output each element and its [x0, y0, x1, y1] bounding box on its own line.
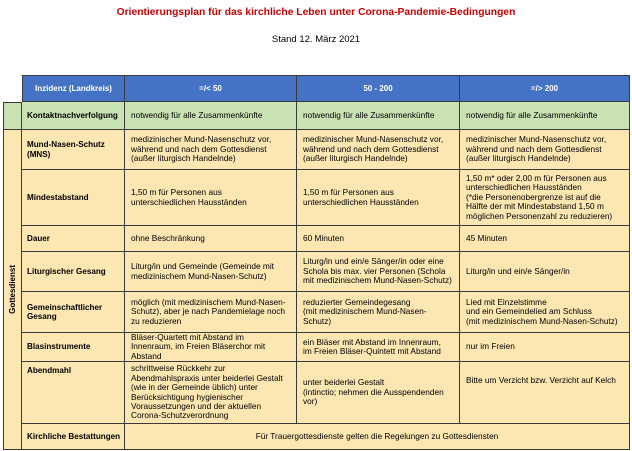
cell-contact-tracing-high: notwendig für alle Zusammenkünfte: [460, 102, 630, 130]
header-incidence-low: =/< 50: [125, 75, 297, 102]
document-title: Orientierungsplan für das kirchliche Leben unter Corona-Pandemie-Bedingungen: [116, 7, 516, 18]
cell-distance-medium: 1,50 m für Personen aus unterschiedlichen Hausständen: [297, 170, 460, 226]
cell-liturgical-singing-medium: Liturg/in und ein/e Sänger/in oder eine Schola bis max. vier Personen (Schola mit medizinischem Mund-Nasen-Schutz): [297, 252, 460, 292]
cell-funerals-all: Für Trauergottesdienste gelten die Regelungen zu Gottesdiensten: [125, 424, 630, 450]
cell-distance-low: 1,50 m für Personen aus unterschiedlichen Hausständen: [125, 170, 297, 226]
row-label-brass-instruments: Blasinstrumente: [22, 333, 125, 362]
row-label-congregational-singing: Gemeinschaftlicher Gesang: [22, 292, 125, 333]
worship-group-label: Gottesdienst: [7, 265, 17, 314]
cell-mask-high: medizinischer Mund-Nasenschutz vor, während und nach dem Gottesdienst (außer liturgisch Handelnde): [460, 130, 630, 170]
table-corner: [3, 75, 22, 102]
row-label-mask: Mund-Nasen-Schutz (MNS): [22, 130, 125, 170]
cell-contact-tracing-low: notwendig für alle Zusammenkünfte: [125, 102, 297, 130]
cell-duration-medium: 60 Minuten: [297, 226, 460, 252]
cell-liturgical-singing-low: Liturg/in und Gemeinde (Gemeinde mit medizinischem Mund-Nasen-Schutz): [125, 252, 297, 292]
cell-communion-low: schrittweise Rückkehr zur Abendmahlspraxis unter beiderlei Gestalt (wie in der Gemeinde üblich) unter Berücksichtigung hygienischer Voraussetzungen und der aktuellen Corona-Schutzverordnung: [125, 362, 297, 424]
cell-mask-medium: medizinischer Mund-Nasenschutz vor, während und nach dem Gottesdienst (außer liturgisch Handelnde): [297, 130, 460, 170]
cell-brass-instruments-medium: ein Bläser mit Abstand im Innenraum, im Freien Bläser-Quintett mit Abstand: [297, 333, 460, 362]
cell-mask-low: medizinischer Mund-Nasenschutz vor, während und nach dem Gottesdienst (außer liturgisch Handelnde): [125, 130, 297, 170]
cell-distance-high: 1,50 m* oder 2,00 m für Personen aus unterschiedlichen Hausständen (*die Personenobergrenze ist auf die Hälfte der mit Mindestabstand 1,50 m möglichen Personenzahl zu reduzieren): [460, 170, 630, 226]
row-label-funerals: Kirchliche Bestattungen: [22, 424, 125, 450]
row-label-liturgical-singing: Liturgischer Gesang: [22, 252, 125, 292]
cell-liturgical-singing-high: Liturg/in und ein/e Sänger/in: [460, 252, 630, 292]
header-incidence-high: =/> 200: [460, 75, 630, 102]
header-incidence-medium: 50 - 200: [297, 75, 460, 102]
row-label-duration: Dauer: [22, 226, 125, 252]
cell-brass-instruments-high: nur im Freien: [460, 333, 630, 362]
contact-tracing-group-cell: [3, 102, 22, 130]
cell-communion-high: Bitte um Verzicht bzw. Verzicht auf Kelch: [460, 362, 630, 424]
row-label-communion: Abendmahl: [22, 362, 125, 424]
cell-congregational-singing-low: möglich (mit medizinischem Mund-Nasen- Schutz), aber je nach Pandemielage noch zu reduzieren: [125, 292, 297, 333]
cell-contact-tracing-medium: notwendig für alle Zusammenkünfte: [297, 102, 460, 130]
worship-group-cell: [3, 130, 22, 450]
document-date: Stand 12. März 2021: [271, 34, 361, 45]
cell-congregational-singing-medium: reduzierter Gemeindegesang (mit medizinischem Mund-Nasen- Schutz): [297, 292, 460, 333]
row-label-contact-tracing: Kontaktnachverfolgung: [22, 102, 125, 130]
cell-duration-high: 45 Minuten: [460, 226, 630, 252]
cell-communion-medium: unter beiderlei Gestalt (intinctio; nehmen die Ausspendenden vor): [297, 362, 460, 424]
cell-congregational-singing-high: Lied mit Einzelstimme und ein Gemeindelied am Schluss (mit medizinischem Mund-Nasen-Schutz): [460, 292, 630, 333]
orientation-table: [3, 75, 630, 450]
cell-duration-low: ohne Beschränkung: [125, 226, 297, 252]
cell-brass-instruments-low: Bläser-Quartett mit Abstand im Innenraum, im Freien Bläserchor mit Abstand: [125, 333, 297, 362]
header-incidence-label: Inzidenz (Landkreis): [22, 75, 125, 102]
row-label-distance: Mindestabstand: [22, 170, 125, 226]
